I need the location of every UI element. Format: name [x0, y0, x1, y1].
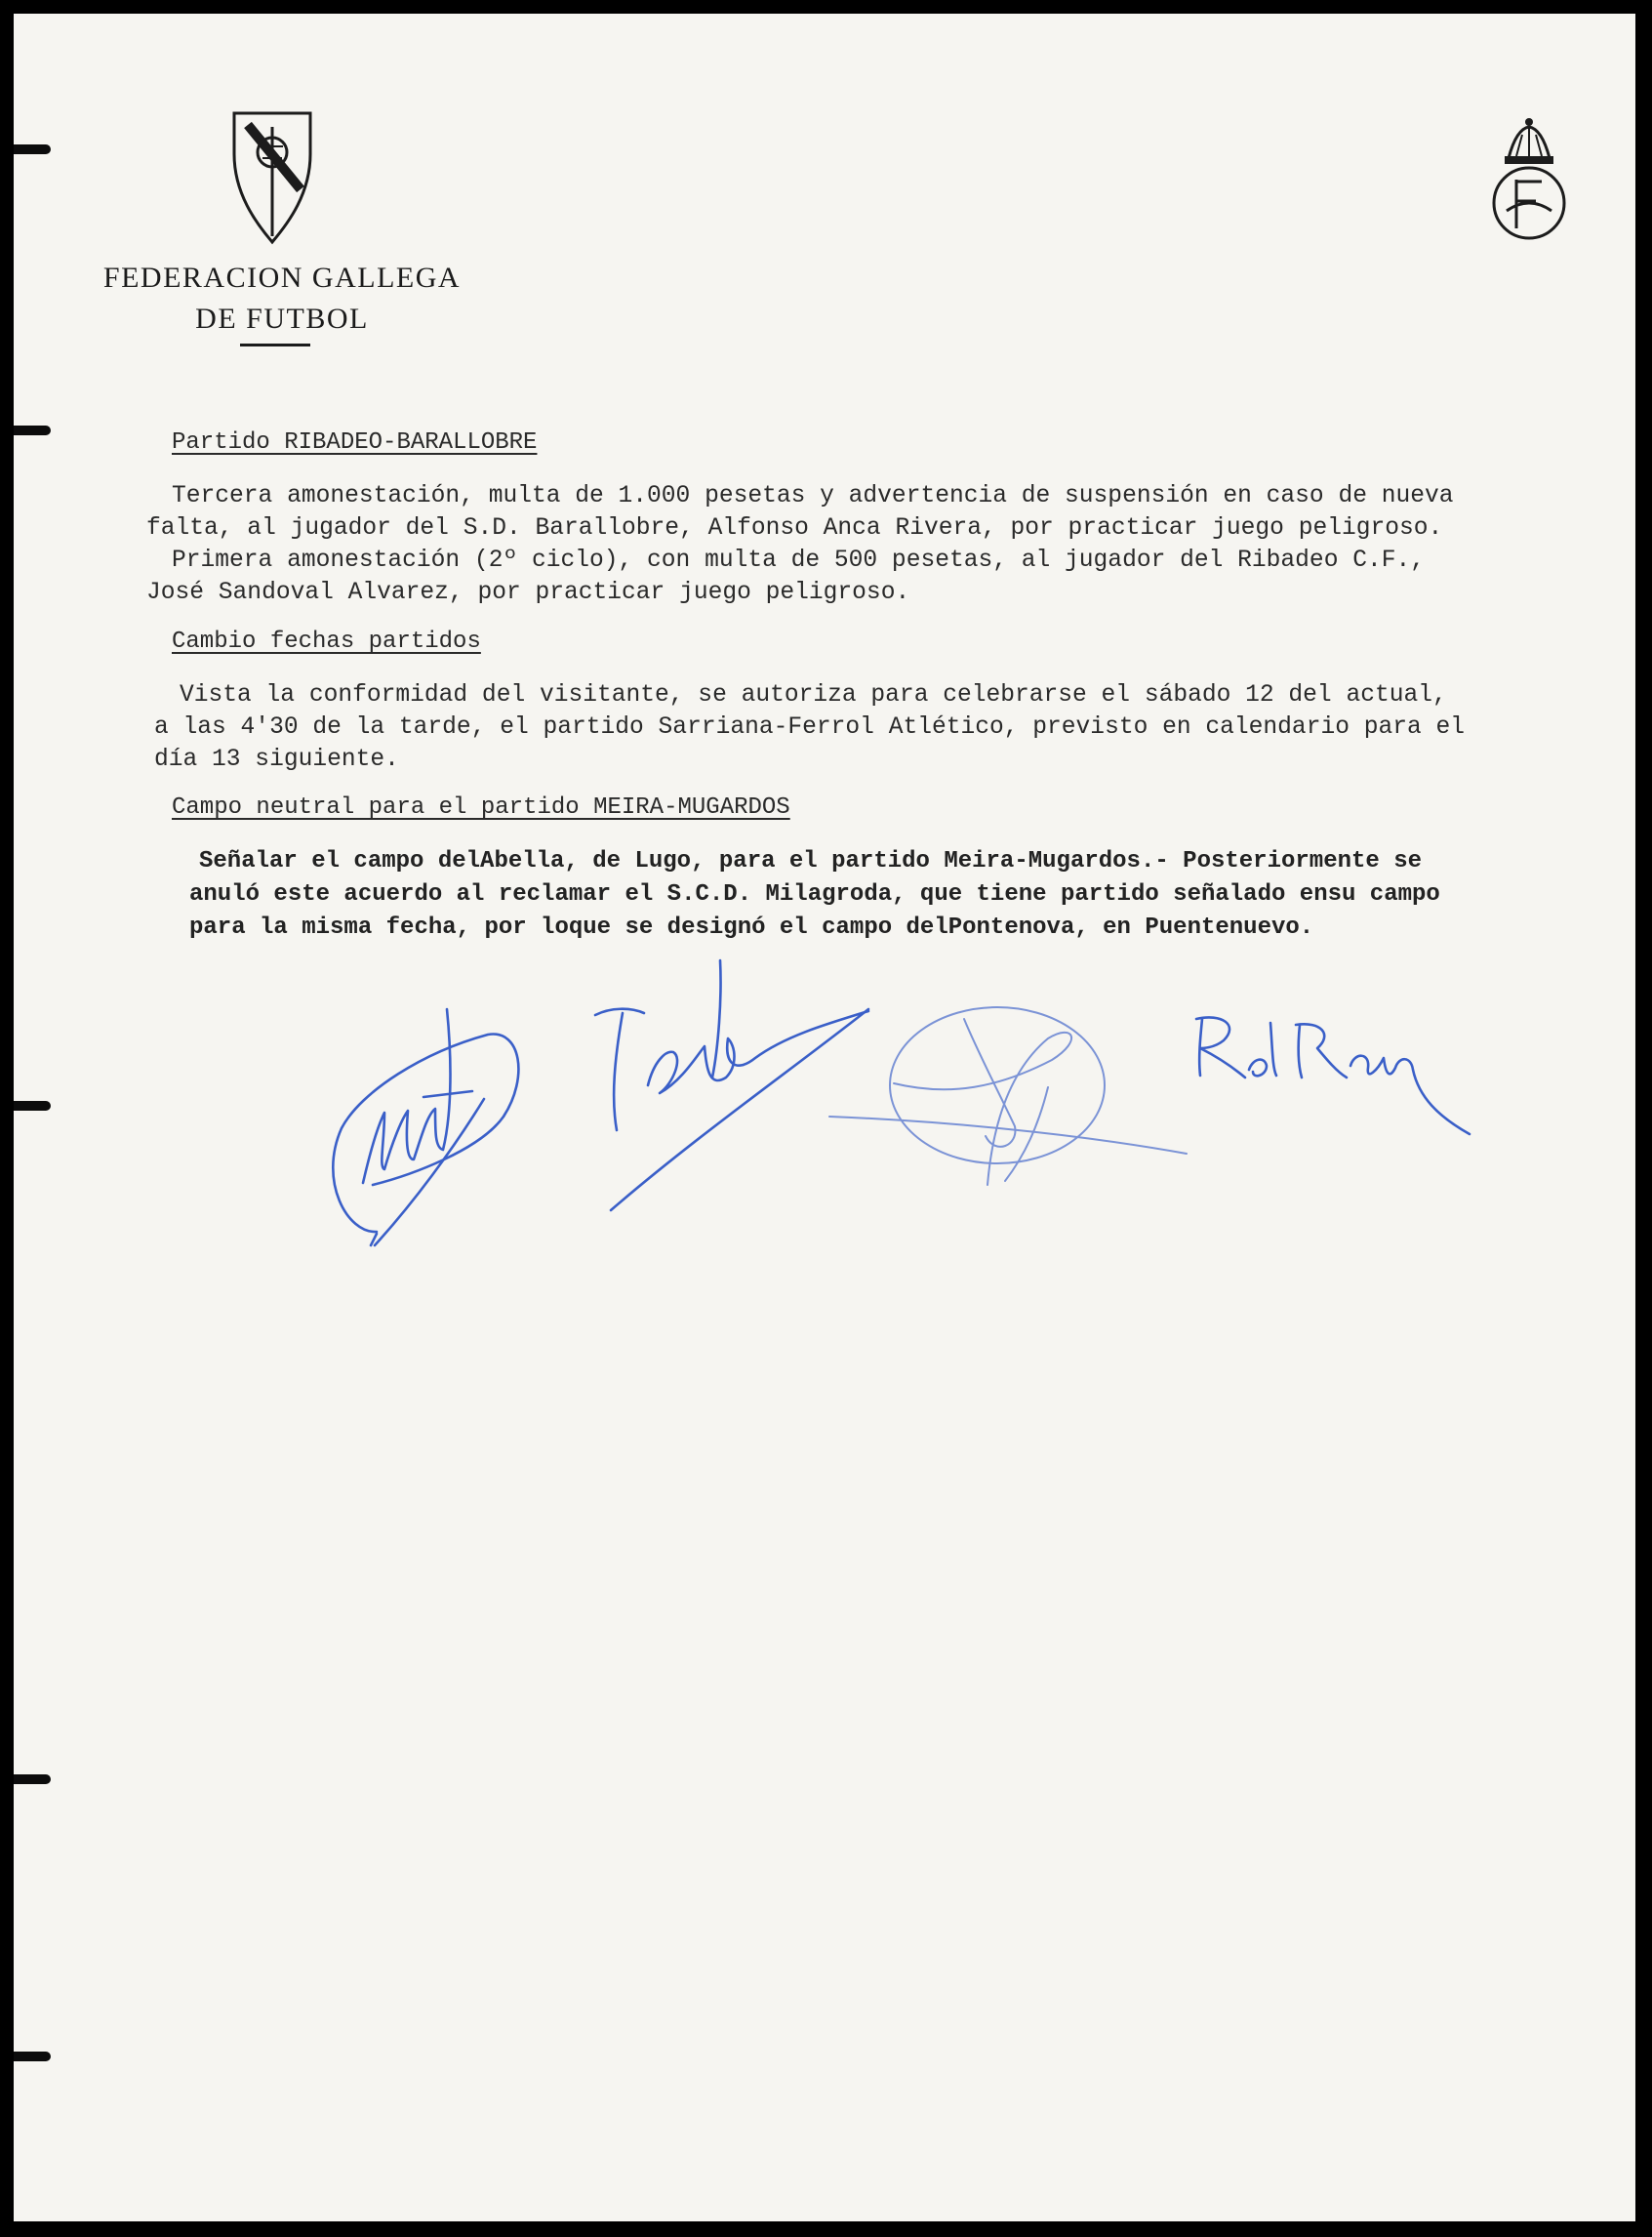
body-line: José Sandoval Alvarez, por practicar juego peligroso. [146, 580, 910, 606]
body-line: falta, al jugador del S.D. Barallobre, Alfonso Anca Rivera, por practicar juego peligroso. [146, 515, 1443, 542]
body-line: a las 4'30 de la tarde, el partido Sarriana-Ferrol Atlético, previsto en calendario para el [154, 714, 1466, 741]
body-line: Señalar el campo delAbella, de Lugo, para el partido Meira-Mugardos.- Posteriormente se [199, 848, 1423, 874]
body-line: Vista la conformidad del visitante, se autoriza para celebrarse el sábado 12 del actual, [180, 682, 1447, 709]
signature-3 [829, 1007, 1187, 1185]
document-page [14, 14, 1635, 2221]
body-line: anuló este acuerdo al reclamar el S.C.D. Milagroda, que tiene partido señalado ensu campo [189, 881, 1440, 908]
federation-name [53, 258, 511, 340]
letterhead-rule [240, 344, 310, 346]
signature-4 [1196, 1017, 1470, 1134]
section-heading-campo-neutral: Campo neutral para el partido MEIRA-MUGARDOS [172, 794, 790, 821]
section-heading-cambio-fechas: Cambio fechas partidos [172, 629, 481, 655]
body-line: día 13 siguiente. [154, 747, 399, 773]
federation-name-line2: DE FUTBOL [195, 303, 369, 335]
body-line: para la misma fecha, por loque se designó el campo delPontenova, en Puentenuevo. [189, 915, 1314, 941]
body-line: Tercera amonestación, multa de 1.000 pesetas y advertencia de suspensión en caso de nueva [172, 483, 1454, 509]
signature-2 [595, 960, 868, 1210]
binder-hole-mark [14, 144, 51, 154]
section-body-ribadeo-barallobre [146, 480, 1635, 609]
section-body-campo-neutral [189, 845, 1624, 945]
binder-hole-mark [14, 2052, 51, 2061]
section-heading-ribadeo-barallobre: Partido RIBADEO-BARALLOBRE [172, 429, 538, 456]
binder-hole-mark [14, 426, 51, 435]
crowned-crest-icon [1487, 115, 1571, 242]
body-line: Primera amonestación (2º ciclo), con multa de 500 pesetas, al jugador del Ribadeo C.F., [172, 548, 1426, 574]
federation-shield-icon [230, 107, 314, 246]
section-body-cambio-fechas [154, 679, 1633, 776]
binder-hole-mark [14, 1101, 51, 1111]
signature-1 [333, 1009, 518, 1245]
federation-name-line1: FEDERACION GALLEGA [102, 262, 462, 294]
binder-hole-mark [14, 1774, 51, 1784]
